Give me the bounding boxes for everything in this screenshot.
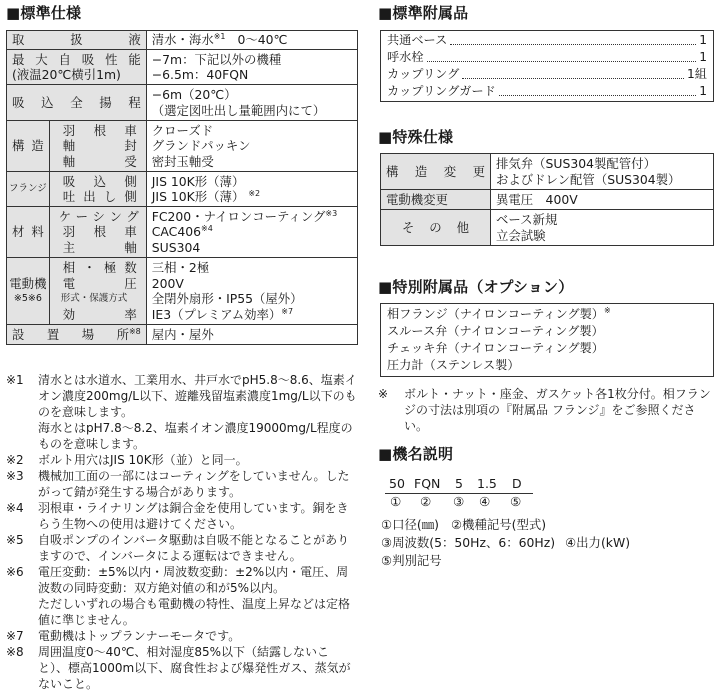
spec-value-bearing: 密封玉軸受 <box>151 153 214 169</box>
spec-sub-type-protection: 形式・保護方式 <box>60 293 128 304</box>
special-row-other <box>381 210 714 246</box>
accessory-item: カップリングガード 1 <box>387 84 707 98</box>
model-mark-4: ④ <box>479 494 491 509</box>
note-1: ※1 清水とは水道水、工業用水、井戸水でpH5.8〜8.6、塩素イオン濃度200mg/L以下、遊離残留塩素濃度1mg/L以下のものを意味します。 <box>6 373 357 419</box>
option-item: スルース弁（ナイロンコーティング製） <box>387 324 604 338</box>
spec-sub-casing: ケ ー シ ン グ <box>58 208 139 224</box>
spec-sub-efficiency: 効 率 <box>62 306 137 322</box>
note-7: ※7 電動機はトップランナーモータです。 <box>6 629 241 643</box>
special-label-structure: 構 造 変 更 <box>386 163 485 179</box>
special-value-motor: 異電圧 400V <box>491 190 714 210</box>
model-code-output: 1.5 <box>477 476 497 491</box>
options-note: ※ ボルト・ナット・座金、ガスケット各1枚分付。相フランジの寸法は別項の『附属品 フランジ』をご参照ください。 <box>378 387 711 433</box>
spec-row-flange <box>7 172 358 207</box>
note-3: ※3 機械加工面の一部にはコーティングをしていません。したがって錆が発生する場合があります。 <box>6 469 350 499</box>
note-1-cont: 海水とはpH7.8〜8.2、塩素イオン濃度19000mg/L程度のものを意味します。 <box>38 421 353 451</box>
model-mark-1: ① <box>390 494 402 509</box>
model-legend-1: ①口径(㎜) <box>381 517 439 532</box>
spec-sub-shaft-seal: 軸 封 <box>62 138 137 154</box>
accessories-list <box>380 30 714 102</box>
model-mark-3: ③ <box>453 494 465 509</box>
spec-group-motor-note: ※5※6 <box>13 293 42 304</box>
spec-value-suction-flange: JIS 10K形（薄） <box>151 173 245 189</box>
model-legend <box>381 516 630 570</box>
model-mark-2: ② <box>420 494 432 509</box>
special-row-motor <box>381 190 714 210</box>
model-code-series: FQN <box>414 476 441 491</box>
spec-group-flange: フランジ <box>7 172 50 207</box>
spec-value-suction-head-1: −6m（20℃） <box>151 87 237 102</box>
spec-sub-voltage: 電 圧 <box>62 275 137 291</box>
note-2: ※2 ボルト用穴はJIS 10K形（並）と同一。 <box>6 453 248 467</box>
accessory-item: 呼水栓 1 <box>387 50 707 64</box>
spec-label-liquid: 取 扱 液 <box>12 32 141 48</box>
spec-row-installation <box>7 325 358 345</box>
spec-value-type-protection: 全閉外扇形・IP55（屋外） <box>151 291 303 306</box>
special-value-other-2: 立会試験 <box>496 227 546 243</box>
spec-value-suction-head-2: （選定図吐出し量範囲内にて） <box>151 102 326 118</box>
spec-group-motor: 電動機 <box>9 275 47 291</box>
spec-sub-discharge-side: 吐 出 し 側 <box>62 189 137 204</box>
spec-sub-phase-poles: 相 ・ 極 数 <box>62 260 137 275</box>
model-code-frequency: 5 <box>455 476 463 491</box>
spec-group-structure: 構 造 <box>12 138 44 154</box>
note-8: ※8 周囲温度0〜40℃、相対湿度85%以下（結露しないこと）、標高1000m以下、腐食性および爆発性ガス、蒸気がないこと。 <box>6 645 351 691</box>
standard-spec-title: ■標準仕様 <box>6 4 82 22</box>
spec-value-self-priming-1: −7m：下記以外の機種 <box>151 51 282 67</box>
spec-sub-impeller: 羽 根 車 <box>62 122 137 138</box>
spec-value-main-shaft: SUS304 <box>151 239 201 255</box>
note-6-cont: ただしいずれの場合も電動機の特性、温度上昇などは定格値に準じません。 <box>38 597 351 627</box>
spec-value-liquid: 清水・海水$^{※1}$ 0〜40℃ <box>146 31 357 50</box>
spec-label-self-priming: 最 大 自 吸 性 能 <box>12 51 141 67</box>
note-6: ※6 電圧変動：±5%以内・周波数変動：±2%以内・電圧、周波数の同時変動：双方絶対値の和が5%以内。 <box>6 565 349 595</box>
spec-label-installation: 設 置 場 所$^{※8}$ <box>12 326 141 342</box>
model-legend-3: ③周波数(5：50Hz、6：60Hz) <box>381 535 556 550</box>
spec-value-shaft-seal: グランドパッキン <box>151 138 251 154</box>
spec-group-material: 材 料 <box>12 224 44 240</box>
spec-value-efficiency: IE3（プレミアム効率）$^{※7}$ <box>151 306 294 322</box>
spec-label-self-priming-cond: (液温20℃横引1m) <box>12 67 121 82</box>
spec-value-casing: FC200・ナイロンコーティング$^{※3}$ <box>151 208 338 224</box>
special-label-other: そ の 他 <box>402 219 469 235</box>
special-spec-table <box>380 153 714 246</box>
special-row-structure <box>381 154 714 190</box>
spec-sub-main-shaft: 主 軸 <box>62 239 137 255</box>
option-item: 相フランジ（ナイロンコーティング製）※ <box>387 305 611 321</box>
model-legend-4: ④出力(kW) <box>565 535 631 550</box>
model-title: ■機名説明 <box>378 445 454 463</box>
spec-row-structure <box>7 121 358 172</box>
spec-value-installation: 屋内・屋外 <box>146 325 357 345</box>
special-spec-title: ■特殊仕様 <box>378 128 454 146</box>
model-code-variant: D <box>512 476 522 491</box>
spec-row-self-priming <box>7 50 358 85</box>
spec-value-self-priming-2: −6.5m：40FQN <box>151 67 249 82</box>
note-5: ※5 自吸ポンプのインバータ駆動は自吸不能となることがありますので、インバータによる運転はできません。 <box>6 533 350 563</box>
accessories-title: ■標準附属品 <box>378 4 469 22</box>
model-code-size: 50 <box>389 476 405 491</box>
spec-value-phase-poles: 三相・2極 <box>151 260 210 275</box>
spec-notes <box>6 372 358 692</box>
model-mark-5: ⑤ <box>510 494 522 509</box>
spec-value-impeller-material: CAC406$^{※4}$ <box>151 224 213 240</box>
spec-sub-impeller-material: 羽 根 車 <box>62 224 137 240</box>
spec-row-suction-head <box>7 85 358 121</box>
special-label-motor: 電動機変更 <box>381 190 491 210</box>
special-value-other-1: ベース新規 <box>496 212 558 227</box>
spec-value-voltage: 200V <box>151 275 184 291</box>
spec-sub-suction-side: 吸 込 側 <box>62 173 137 189</box>
spec-sub-bearing: 軸 受 <box>62 153 137 169</box>
standard-spec-table <box>6 30 358 345</box>
option-item: 圧力計（ステンレス製） <box>387 358 520 372</box>
note-4: ※4 羽根車・ライナリングは銅合金を使用しています。銅をきらう生物への使用は避けてください。 <box>6 501 349 531</box>
spec-value-discharge-flange: JIS 10K形（薄） $^{※2}$ <box>151 188 261 204</box>
special-value-structure-2: およびドレン配管（SUS304製） <box>496 171 681 187</box>
spec-label-suction-head: 吸 込 全 揚 程 <box>12 94 141 110</box>
spec-value-impeller: クローズド <box>151 122 214 138</box>
special-value-structure-1: 排気弁（SUS304製配管付） <box>496 156 656 171</box>
spec-row-liquid <box>7 31 358 50</box>
option-item: チェッキ弁（ナイロンコーティング製） <box>387 341 604 355</box>
spec-row-material <box>7 207 358 258</box>
options-title: ■特別附属品（オプション） <box>378 278 574 296</box>
options-list <box>380 303 714 377</box>
model-legend-2: ②機種記号(型式) <box>450 517 547 532</box>
accessory-item: 共通ベース 1 <box>387 33 707 47</box>
accessory-item: カップリング 1組 <box>387 67 707 81</box>
model-legend-5: ⑤判別記号 <box>381 553 442 568</box>
spec-row-motor <box>7 258 358 325</box>
